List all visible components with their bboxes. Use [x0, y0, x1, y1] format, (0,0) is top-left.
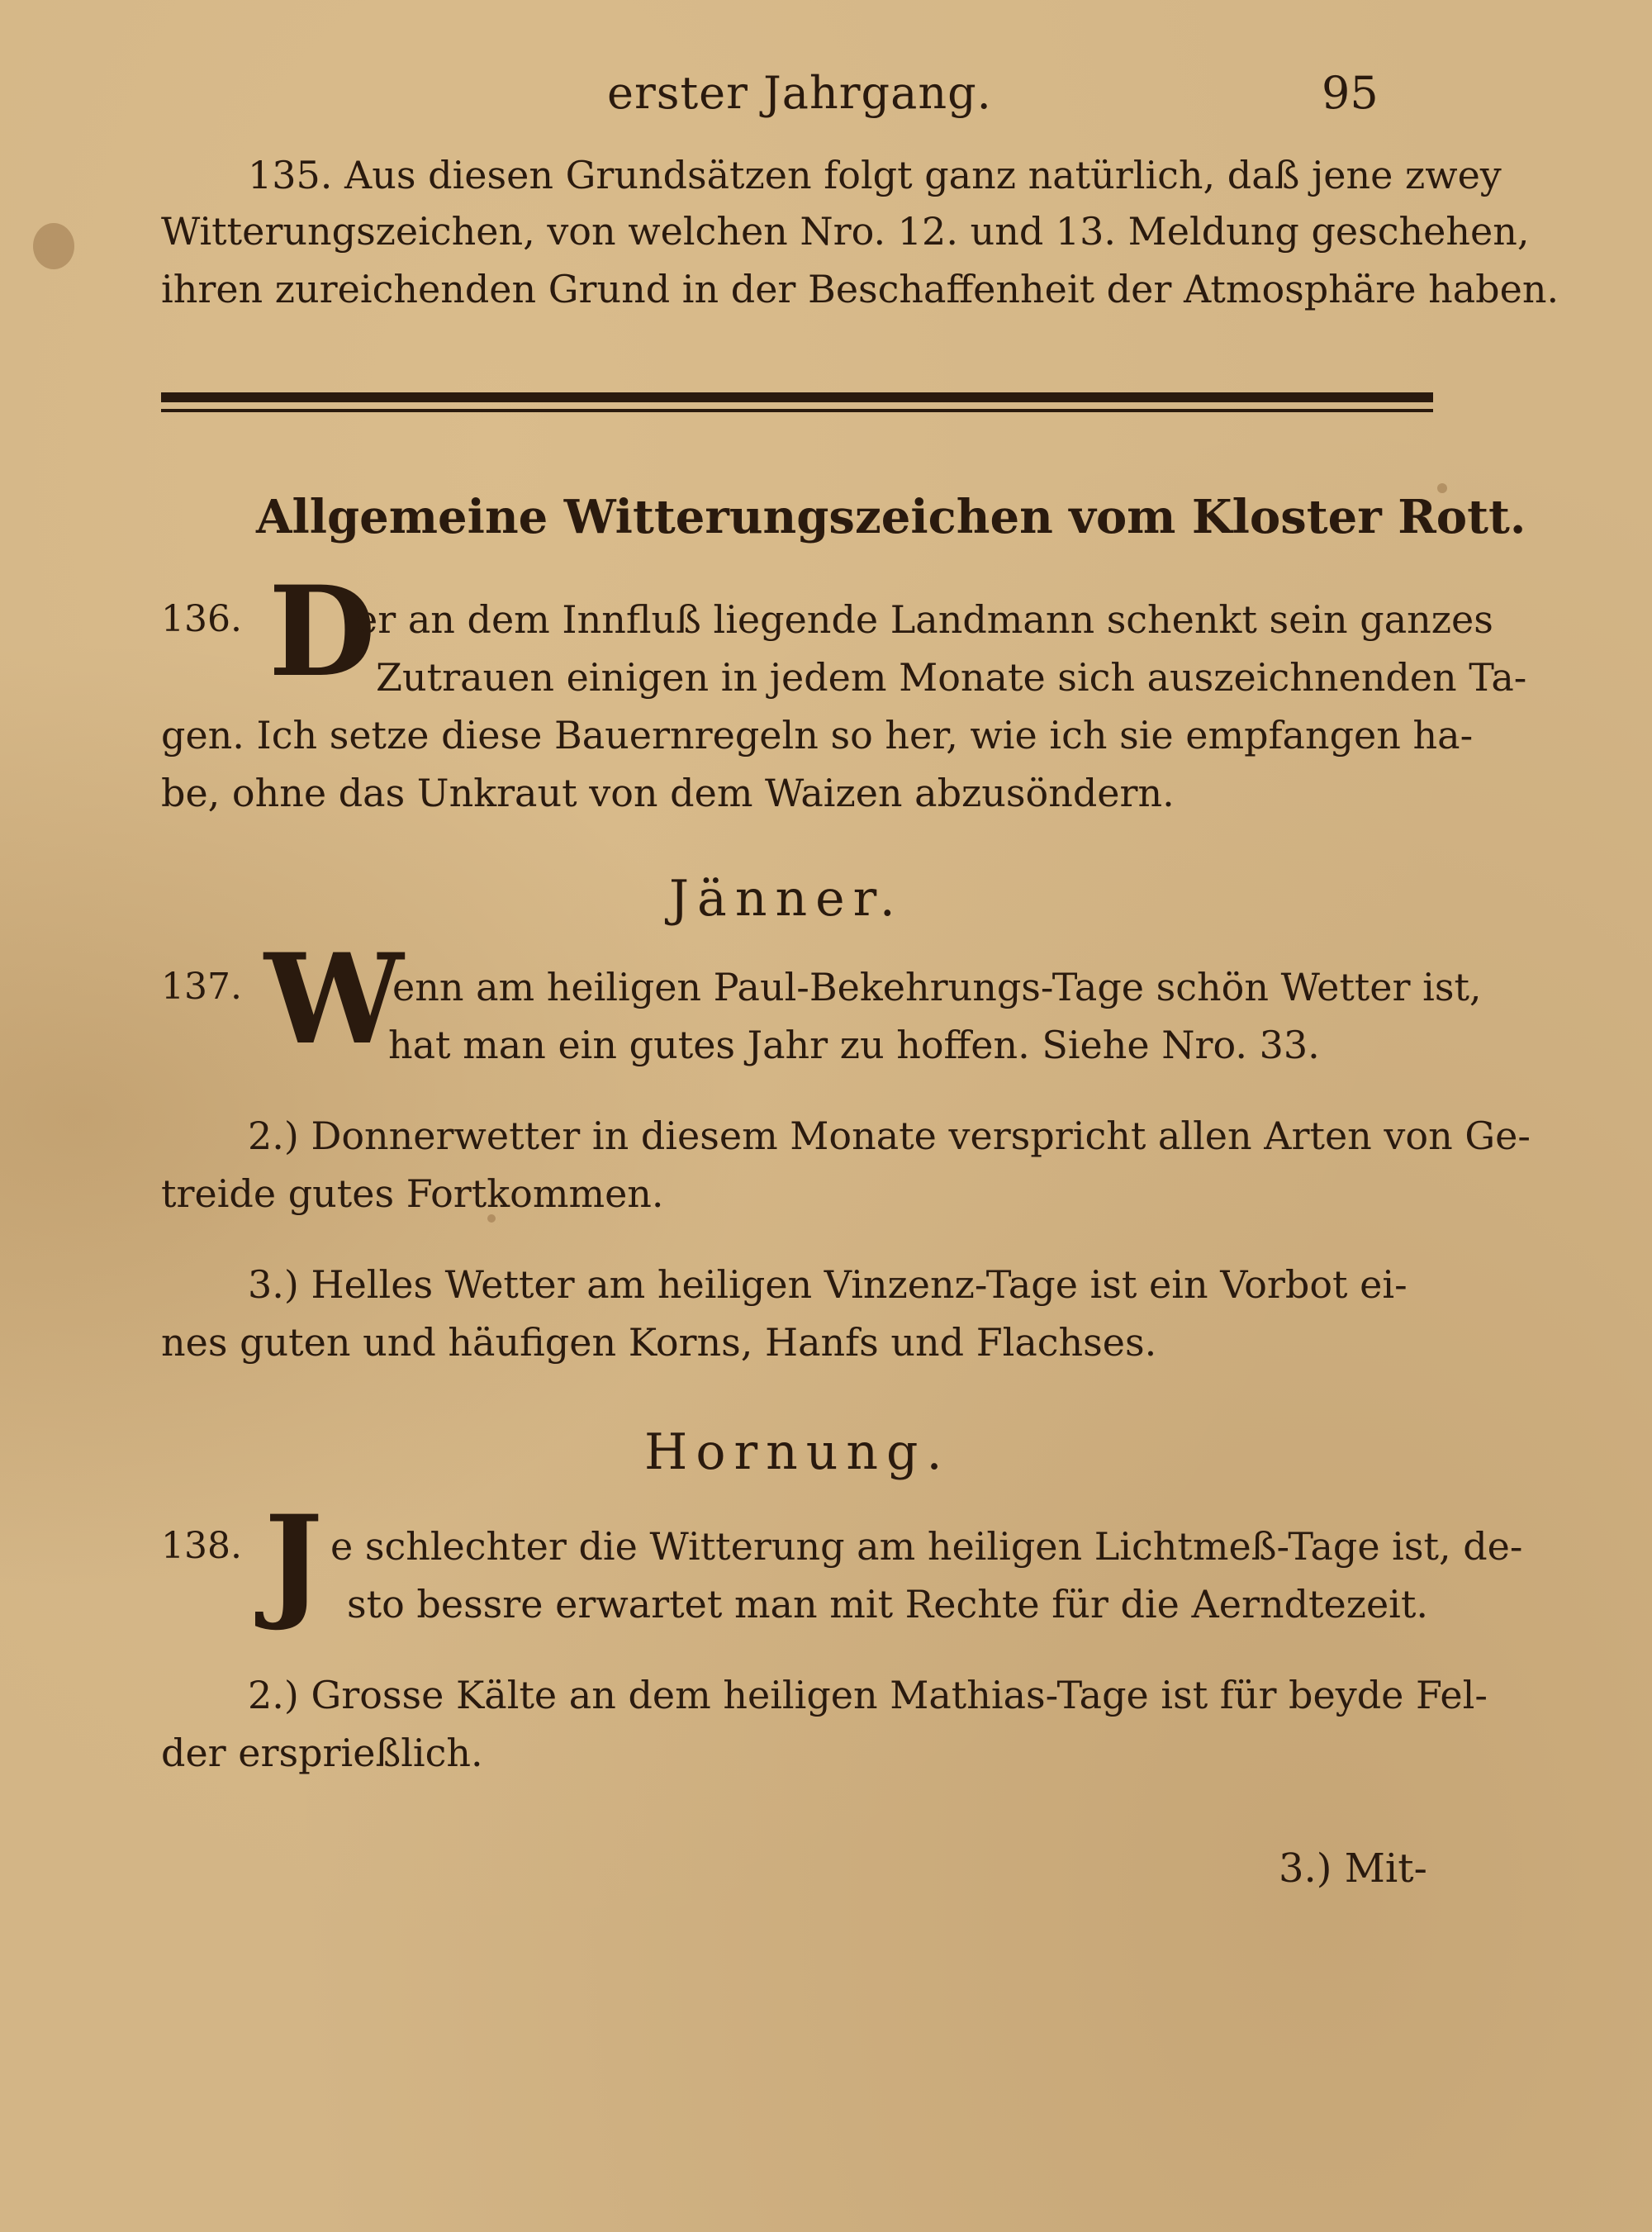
paragraph-136-line: gen. Ich setze diese Bauernregeln so her, wie ich sie empfangen ha- [161, 713, 1474, 757]
item-line: der ersprießlich. [161, 1731, 483, 1775]
paper-stain [33, 223, 74, 269]
text: Aus diesen Grundsätzen folgt ganz natürlich, daß jene zwey [344, 153, 1502, 197]
paragraph-135-line: ihren zureichenden Grund in der Beschaffenheit der Atmosphäre haben. [161, 267, 1559, 311]
paragraph-135-line [248, 150, 1502, 200]
paragraph-number: 137. [161, 966, 242, 1008]
section-heading: Allgemeine Witterungszeichen vom Kloster Rott. [256, 490, 1526, 544]
month-heading: Jänner. [669, 870, 904, 928]
item-line: 2.) Grosse Kälte an dem heiligen Mathias-Tage ist für beyde Fel- [248, 1673, 1488, 1717]
paragraph-number: 138. [161, 1525, 242, 1567]
paragraph-137-line: enn am heiligen Paul-Bekehrungs-Tage schön Wetter ist, [392, 965, 1482, 1009]
paragraph-137-line: hat man ein gutes Jahr zu hoffen. Siehe Nro. 33. [388, 1023, 1320, 1067]
paragraph-135-line: Witterungszeichen, von welchen Nro. 12. und 13. Meldung geschehen, [161, 209, 1530, 254]
paragraph-number: 135. [248, 153, 333, 197]
drop-cap: W [264, 927, 404, 1072]
paragraph-136-line: be, ohne das Unkraut von dem Waizen abzusöndern. [161, 771, 1175, 815]
paragraph-136-line: er an dem Innfluß liegende Landmann schenkt sein ganzes [355, 597, 1493, 642]
divider-rule-thin [161, 409, 1433, 412]
catchword: 3.) Mit- [1279, 1845, 1427, 1892]
paragraph-number: 136. [161, 598, 242, 640]
paragraph-138-line: e schlechter die Witterung am heiligen Lichtmeß-Tage ist, de- [330, 1524, 1523, 1569]
drop-cap: J [264, 1489, 323, 1634]
divider-rule-thick [161, 392, 1433, 402]
item-line: 2.) Donnerwetter in diesem Monate verspricht allen Arten von Ge- [248, 1114, 1531, 1158]
item-line: 3.) Helles Wetter am heiligen Vinzenz-Tage ist ein Vorbot ei- [248, 1262, 1408, 1307]
paragraph-138-line: sto bessre erwartet man mit Rechte für die Aerndtezeit. [347, 1582, 1429, 1627]
page-number: 95 [1322, 67, 1379, 119]
month-heading: Hornung. [644, 1423, 951, 1481]
item-line: treide gutes Fortkommen. [161, 1171, 664, 1216]
running-title: erster Jahrgang. [607, 67, 992, 119]
paragraph-136-line: Zutrauen einigen in jedem Monate sich auszeichnenden Ta- [376, 655, 1527, 700]
drop-cap: D [268, 559, 377, 705]
item-line: nes guten und häufigen Korns, Hanfs und Flachses. [161, 1320, 1157, 1365]
